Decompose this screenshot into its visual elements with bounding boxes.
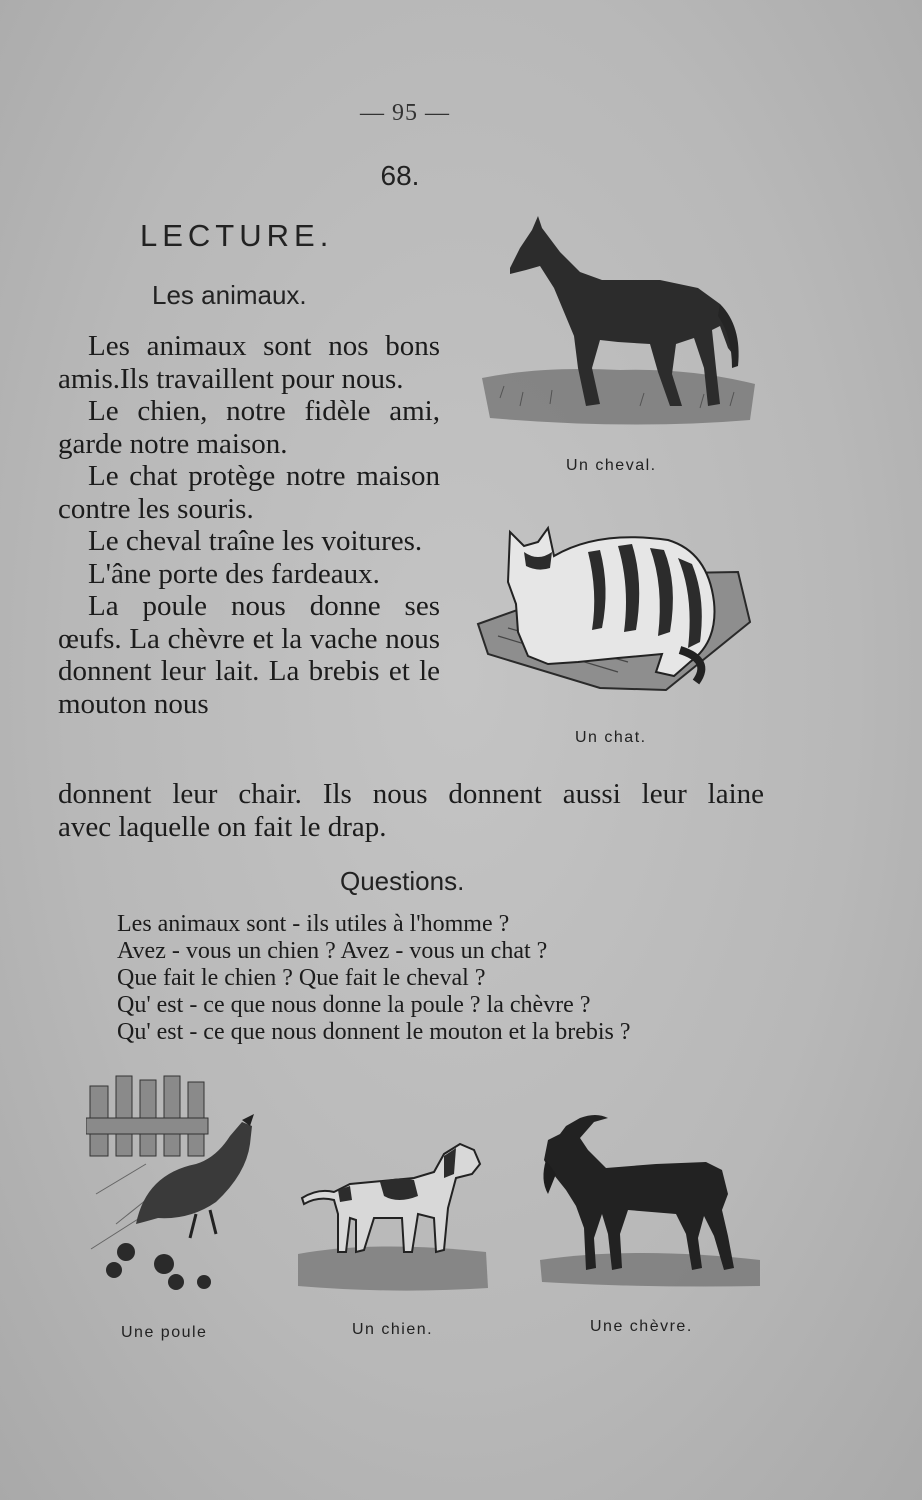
questions-title: Questions. — [340, 866, 465, 896]
cat-illustration — [468, 512, 758, 712]
reading-paragraph: L'âne porte des fardeaux. — [88, 557, 380, 590]
reading-paragraph: Le chien, notre fidèle ami, garde notre maison. — [58, 395, 440, 460]
lesson-title: LECTURE. — [140, 218, 334, 253]
goat-caption: Une chèvre. — [590, 1318, 693, 1335]
hen-caption: Une poule — [121, 1324, 208, 1341]
reading-line: donnent leur chair. Ils nous donnent aussi leur laine — [58, 778, 764, 810]
reading-paragraph: Les animaux sont nos bons amis.Ils travaillent pour nous. — [58, 330, 440, 395]
dog-illustration — [294, 1134, 492, 1294]
reading-paragraph: La poule nous donne ses œufs. La chèvre et la vache nous donnent leur lait. La brebis et le mouton nous — [58, 590, 440, 720]
horse-caption: Un cheval. — [566, 457, 657, 474]
hen-illustration — [86, 1074, 258, 1302]
reading-text-continued — [58, 778, 764, 844]
reading-paragraph: Le cheval traîne les voitures. — [88, 525, 423, 557]
goat-illustration — [536, 1110, 764, 1288]
question-item: Que fait le chien ? Que fait le cheval ? — [117, 965, 486, 991]
question-item: Les animaux sont - ils utiles à l'homme ? — [117, 911, 510, 937]
question-item: Qu' est - ce que nous donnent le mouton et la brebis ? — [117, 1019, 631, 1045]
lesson-number: 68. — [380, 160, 420, 191]
reading-line: avec laquelle on fait le drap. — [58, 811, 387, 843]
cat-caption: Un chat. — [575, 729, 647, 746]
horse-illustration — [480, 208, 760, 433]
questions-list — [117, 911, 777, 1046]
page-number: — 95 — — [360, 100, 450, 126]
question-item: Qu' est - ce que nous donne la poule ? la chèvre ? — [117, 992, 591, 1018]
question-item: Avez - vous un chien ? Avez - vous un chat ? — [117, 938, 548, 964]
reading-paragraph: Le chat protège notre maison contre les souris. — [58, 460, 440, 525]
lesson-subtitle: Les animaux. — [152, 280, 307, 310]
dog-caption: Un chien. — [352, 1321, 434, 1338]
reading-text — [58, 330, 440, 720]
